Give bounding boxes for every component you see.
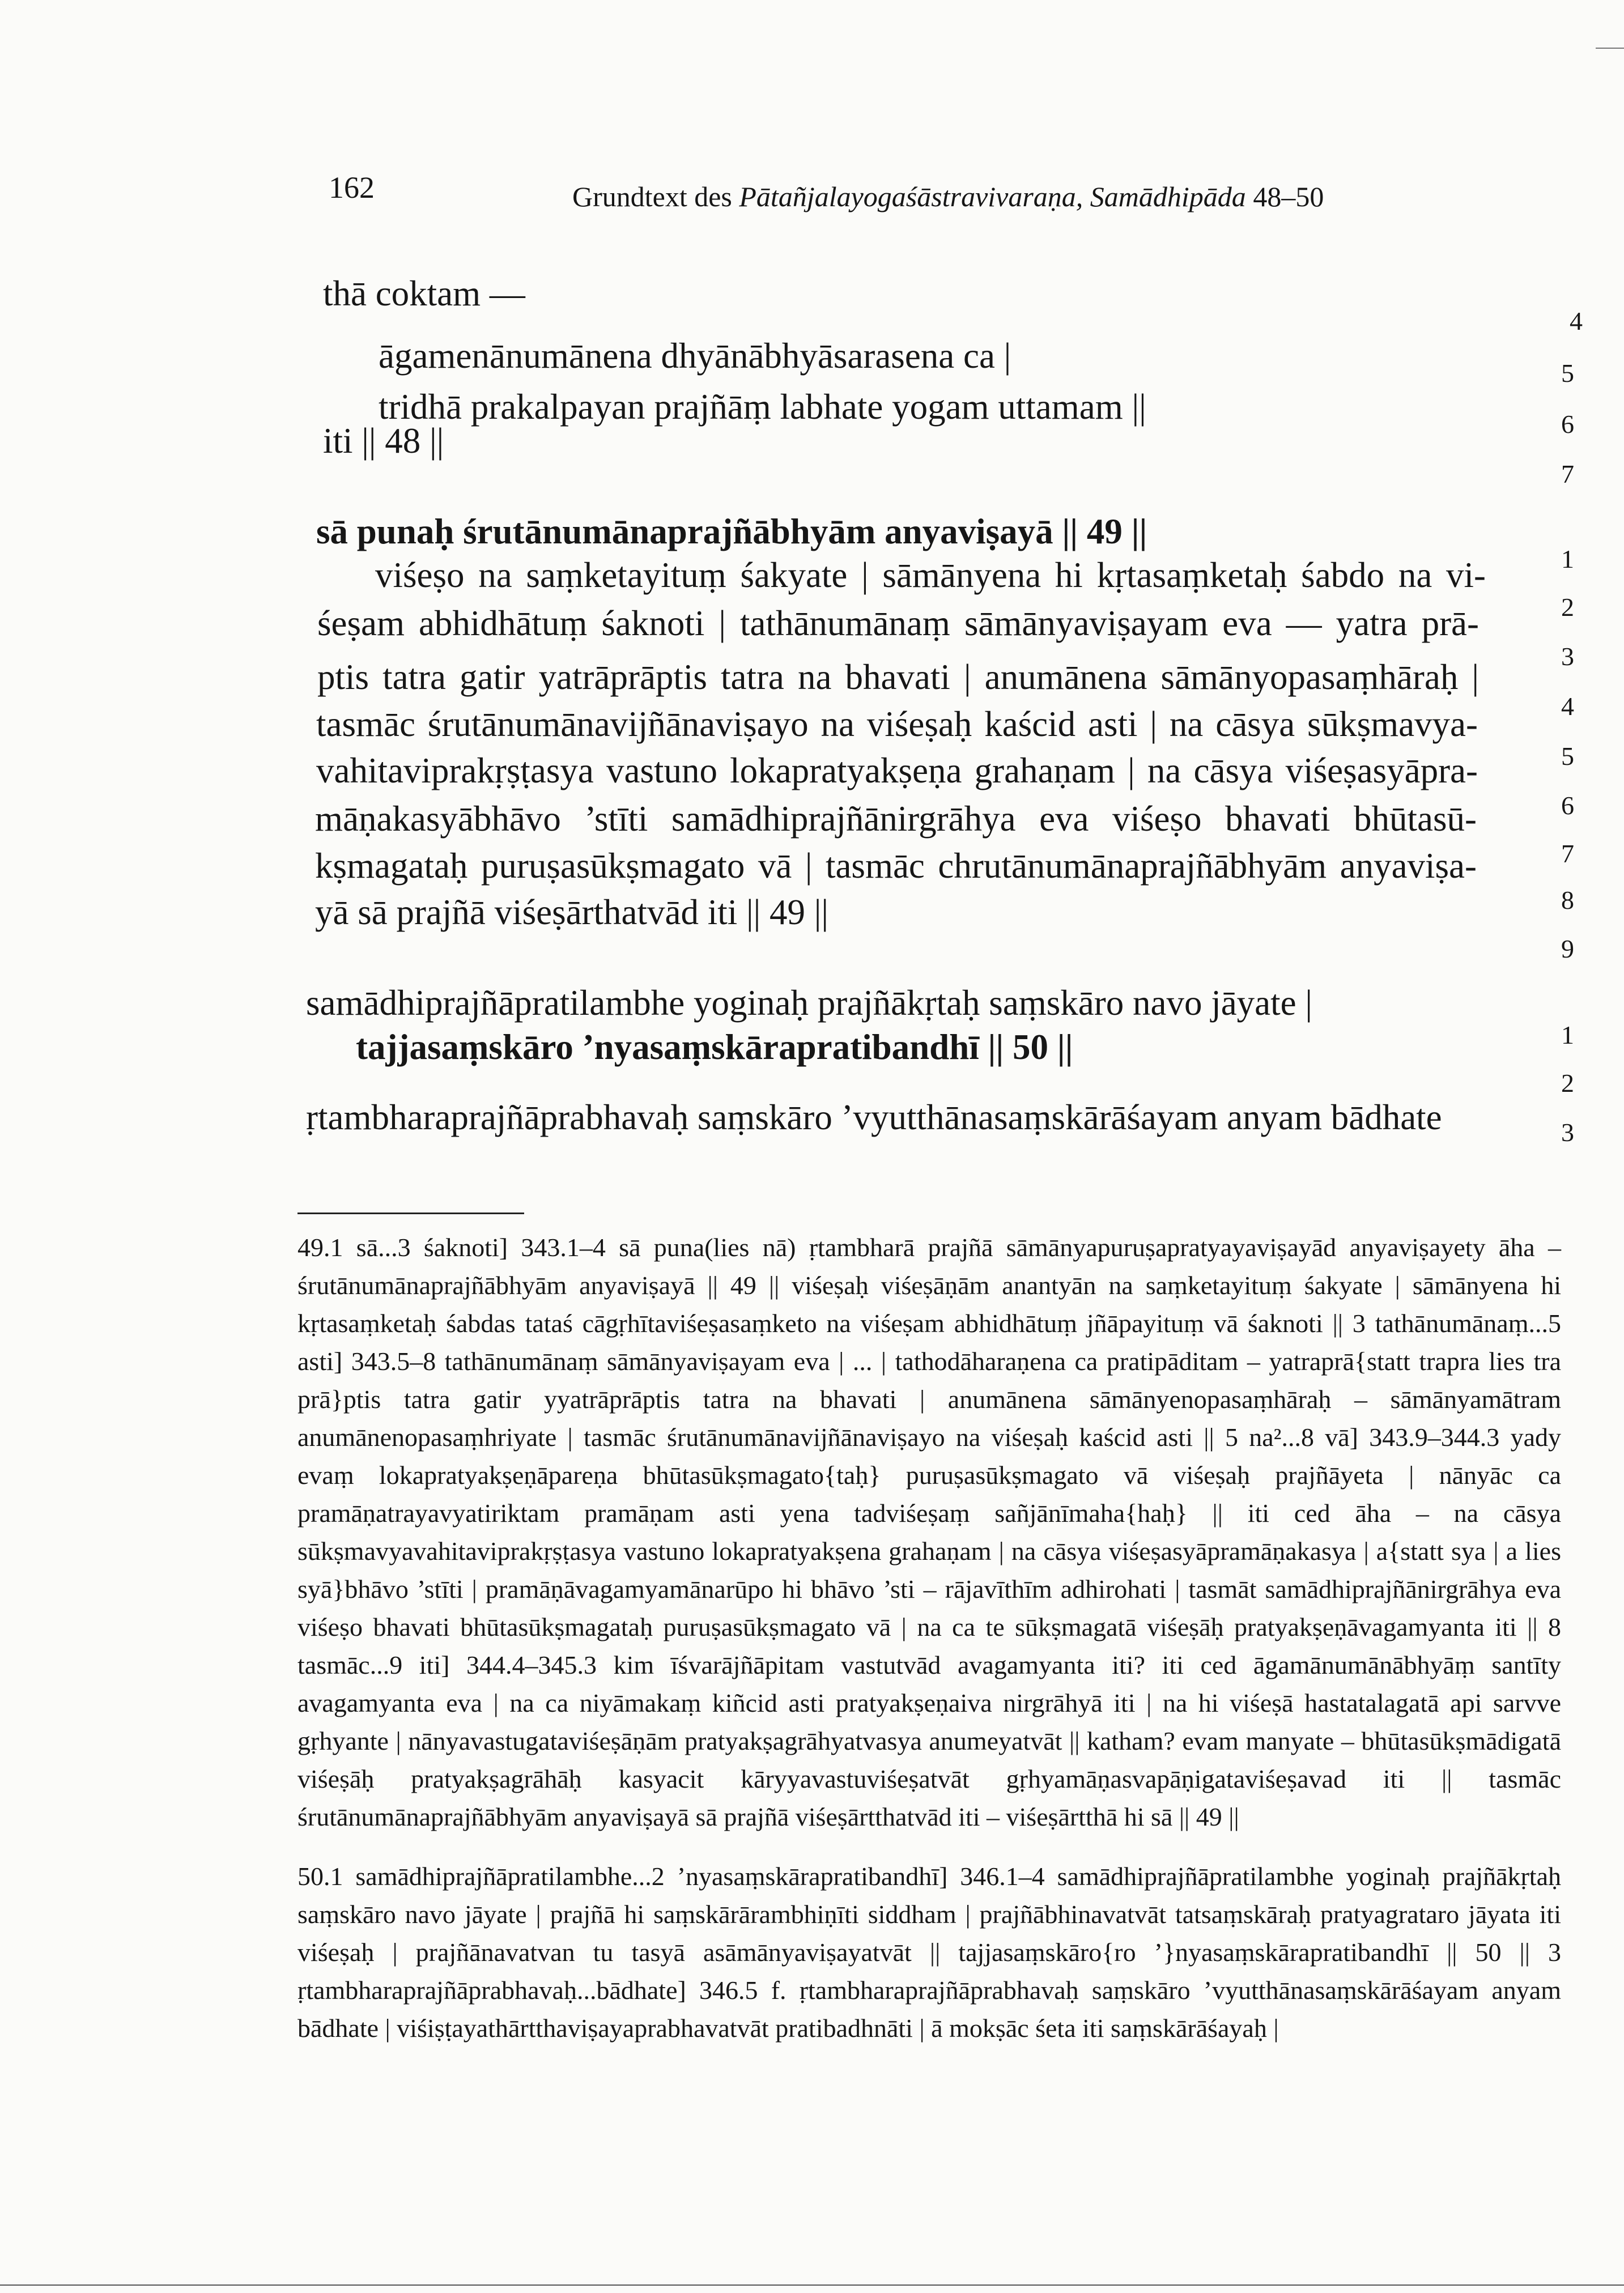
commentary-line: kṣmagataḥ puruṣasūkṣmagato vā | tasmāc chrutānumānaprajñābhyām anyaviṣa- [315,846,1477,886]
line-number: 4 [1561,692,1574,721]
commentary-line: ṛtambharaprajñāprabhavaḥ saṃskāro ’vyutthānasaṃskārāśayam anyam bādhate [306,1097,1442,1137]
footnote-rule [297,1213,524,1214]
line-number: 7 [1561,839,1574,868]
commentary-line: viśeṣo na saṃketayituṃ śakyate | sāmānyena hi kṛtasaṃketaḥ śabdo na vi- [375,555,1486,595]
scan-edge-mark [1596,48,1624,49]
line-number: 1 [1561,1020,1574,1049]
running-head-title: Pātañjalayogaśāstravivaraṇa, Samādhipāda [739,181,1246,212]
line-number: 5 [1561,742,1574,771]
text-line: iti || 48 || [323,421,444,461]
commentary-line: śeṣam abhidhātuṃ śaknoti | tathānumānaṃ sāmānyaviṣayam eva — yatra prā- [317,603,1479,643]
running-head-prefix: Grundtext des [572,181,739,212]
commentary-line: ptis tatra gatir yatrāprāptis tatra na bhavati | anumānena sāmānyopasaṃhāraḥ | [317,657,1479,697]
scan-bottom-edge [0,2285,1624,2286]
sutra-50: tajjasaṃskāro ’nyasaṃskārapratibandhī || 50 || [356,1027,1073,1067]
line-number: 8 [1561,886,1574,914]
sutra-49: sā punaḥ śrutānumānaprajñābhyām anyaviṣayā || 49 || [316,512,1147,551]
line-number: 3 [1561,642,1574,671]
commentary-line: samādhiprajñāpratilambhe yoginaḥ prajñākṛtaḥ saṃskāro navo jāyate | [306,983,1312,1023]
running-head [572,180,1324,213]
line-number: 2 [1561,593,1574,622]
line-number: 3 [1561,1118,1574,1147]
running-head-range: 48–50 [1245,181,1324,212]
commentary-line: vahitaviprakṛṣṭasya vastuno lokapratyakṣeṇa grahaṇam | na cāsya viśeṣasyāpra- [316,751,1478,790]
line-number: 7 [1561,460,1574,488]
page-header [329,170,1462,221]
line-number: 6 [1561,410,1574,439]
line-number: 1 [1561,544,1574,573]
line-number: 5 [1561,359,1574,388]
line-number: 6 [1561,791,1574,820]
line-number: 2 [1561,1069,1574,1097]
verse-line: āgamenānumānena dhyānābhyāsarasena ca | [379,336,1011,376]
commentary-line: yā sā prajñā viśeṣārthatvād iti || 49 || [315,892,828,932]
commentary-line: tasmāc śrutānumānavijñānaviṣayo na viśeṣaḥ kaścid asti | na cāsya sūkṣmavya- [316,704,1478,744]
verse-line: tridhā prakalpayan prajñāṃ labhate yogam uttamam || [379,387,1146,427]
line-number: 4 [1570,307,1583,335]
page-number: 162 [329,171,375,205]
text-line: thā coktam — [323,274,525,313]
footnote-50: 50.1 samādhiprajñāpratilambhe...2 ’nyasaṃskārapratibandhī] 346.1–4 samādhiprajñāpratilambhe yoginaḥ prajñākṛtaḥ saṃskāro navo jāyate | prajñā hi saṃskārārambhiṇīti siddham | prajñābhinavatvāt tatsaṃskāraḥ pratyagrataro jāyata iti viśeṣaḥ | prajñānavatvan tu tasyā asāmānyaviṣayatvāt || tajjasaṃskāro{ro ’}nyasaṃskārapratibandhī || 50 || 3 ṛtambharaprajñāprabhavaḥ...bādhate] 346.5 f. ṛtambharaprajñāprabhavaḥ saṃskāro ’vyutthānasaṃskārāśayam anyam bādhate | viśiṣṭayathārtthaviṣayaprabhavatvāt pratibadhnāti | ā mokṣāc śeta iti saṃskārāśayaḥ | [297,1862,1561,2043]
commentary-line: māṇakasyābhāvo ’stīti samādhiprajñānirgrāhya eva viśeṣo bhavati bhūtasū- [315,799,1477,839]
footnote-49: 49.1 sā...3 śaknoti] 343.1–4 sā puna(lies nā) ṛtambharā prajñā sāmānyapuruṣapratyayaviṣayād anyaviṣayety āha – śrutānumānaprajñābhyām anyaviṣayā || 49 || viśeṣaḥ viśeṣāṇām anantyān na saṃketayituṃ śakyate | sāmānyena hi kṛtasaṃketaḥ śabdas tataś cāgṛhītaviśeṣasaṃketo na viśeṣam abhidhātuṃ jñāpayituṃ vā śaknoti || 3 tathānumānaṃ...5 asti] 343.5–8 tathānumānaṃ sāmānyaviṣayam eva | ... | tathodāharaṇena ca pratipāditam – yatraprā{statt trapra lies tra prā}ptis tatra gatir yyatrāprāptis tatra na bhavati | anumānena sāmānyenopasaṃhāraḥ – sāmānyamātram anumānenopasaṃhriyate | tasmāc śrutānumānavijñānaviṣayo na viśeṣaḥ kaścid asti || 5 na²...8 vā] 343.9–344.3 yady evaṃ lokapratyakṣeṇāpareṇa bhūtasūkṣmagato{taḥ} puruṣasūkṣmagato vā viśeṣaḥ prajñāyeta | nānyāc ca pramāṇatrayavyatiriktam pramāṇam asti yena tadviśeṣaṃ sañjānīmaha{haḥ} || iti ced āha – na cāsya sūkṣmavyavahitaviprakṛṣṭasya vastuno lokapratyakṣena grahaṇam | na cāsya viśeṣasyāpramāṇakasya | a{statt sya | a lies syā}bhāvo ’stīti | pramāṇāvagamyamānarūpo hi bhāvo ’sti – rājavīthīm adhirohati | tasmāt samādhiprajñānirgrāhya eva viśeṣo bhavati bhūtasūkṣmagataḥ puruṣasūkṣmagato vā | na ca te sūkṣmagatā viśeṣāḥ pratyakṣeṇāvagamyanta iti || 8 tasmāc...9 iti] 344.4–345.3 kim īśvarājñāpitam vastutvād avagamyanta iti? iti ced āgamānumānābhyāṃ santīty avagamyanta eva | na ca niyāmakaṃ kiñcid asti pratyakṣeṇaiva nirgrāhyā iti | na hi viśeṣā hastatalagatā api sarvve gṛhyante | nānyavastugataviśeṣāṇām pratyakṣagrāhyatvasya anumeyatvāt || katham? evam manyate – bhūtasūkṣmādigatā viśeṣāḥ pratyakṣagrāhāḥ kasyacit kāryyavastuviśeṣatvāt gṛhyamāṇasvapāṇigataviśeṣavad iti || tasmāc śrutānumānaprajñābhyām anyaviṣayā sā prajñā viśeṣārtthatvād iti – viśeṣārtthā hi sā || 49 || [297,1233,1561,1831]
line-number: 9 [1561,934,1574,963]
